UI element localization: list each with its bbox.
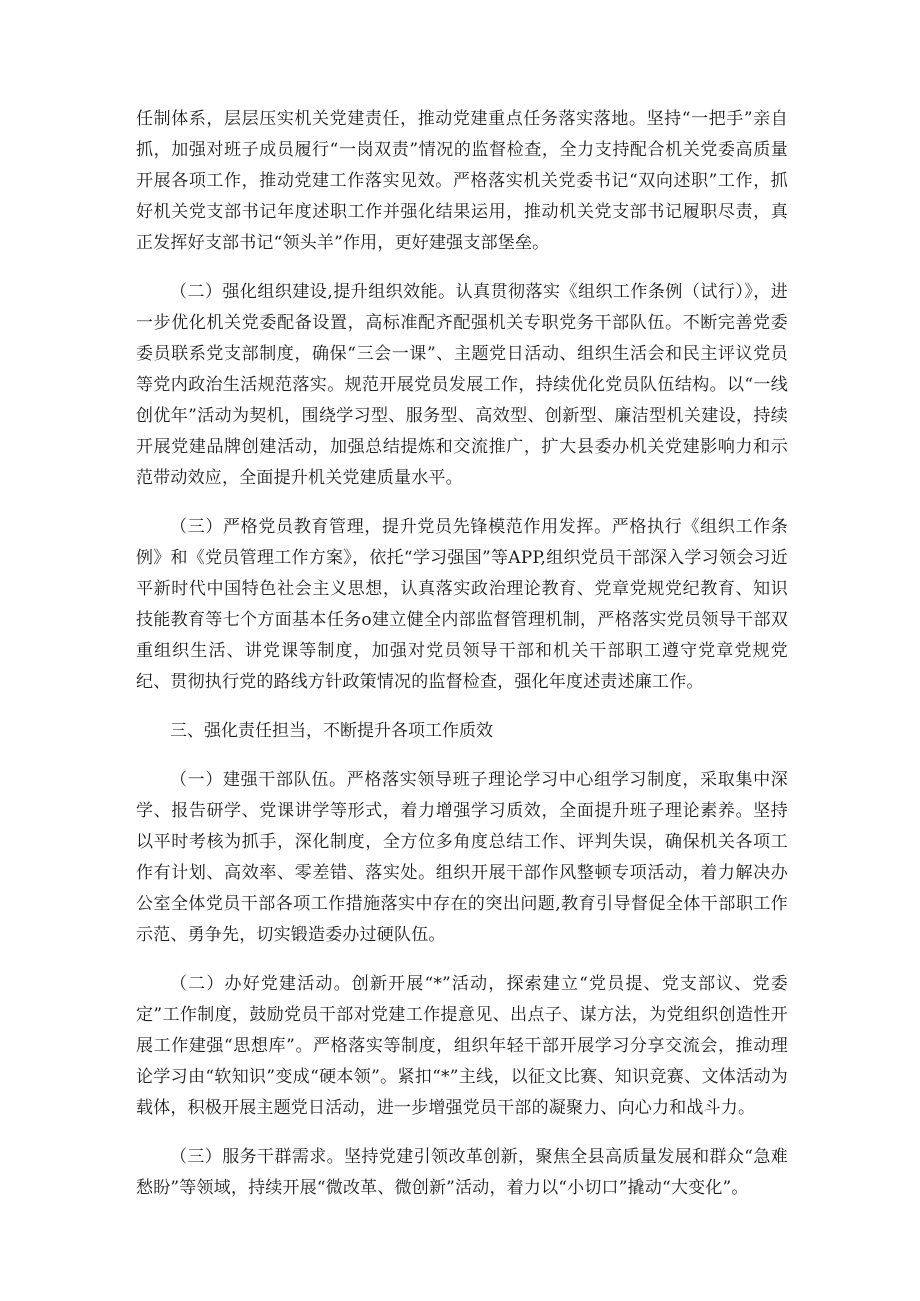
paragraph-serve-needs: （三）服务干群需求。坚持党建引领改革创新，聚焦全县高质量发展和群众“急难愁盼”等领域，持续开展“微改革、微创新”活动，着力以“小切口”撬动“大变化”。 [136,1147,788,1198]
section-heading-three: 三、强化责任担当，不断提升各项工作质效 [170,721,493,741]
document-page [136,104,788,1222]
paragraph-member-education: （三）严格党员教育管理，提升党员先锋模范作用发挥。严格执行《组织工作条例》和《党员管理工作方案》，依托“学习强国”等APP,组织党员干部深入学习领会习近平新时代中国特色社会主义思想，认真落实政治理论教育、党章党规党纪教育、知识技能教育等七个方面基本任务o建立健全内部监督管理机制，严格落实党员领导干部双重组织生活、讲党课等制度，加强对党员领导干部和机关干部职工遵守党章党规党纪、贯彻执行党的路线方针政策情况的监督检查，强化年度述责述廉工作。 [136,517,788,692]
paragraph-cadre-team: （一）建强干部队伍。严格落实领导班子理论学习中心组学习制度，采取集中深学、报告研学、党课讲学等形式，着力增强学习质效，全面提升班子理论素养。坚持以平时考核为抓手，深化制度，全方位多角度总结工作、评判失误，确保机关各项工作有计划、高效率、零差错、落实处。组织开展干部作风整顿专项活动，着力解决办公室全体党员干部各项工作措施落实中存在的突出问题,教育引导督促全体干部职工作示范、勇争先，切实锻造委办过硬队伍。 [136,770,788,945]
paragraph-organization-building: （二）强化组织建设,提升组织效能。认真贯彻落实《组织工作条例（试行）》，进一步优化机关党委配备设置，高标准配齐配强机关专职党务干部队伍。不断完善党委委员联系党支部制度，确保“三会一课”、主题党日活动、组织生活会和民主评议党员等党内政治生活规范落实。规范开展党员发展工作，持续优化党员队伍结构。以“一线创优年”活动为契机，围绕学习型、服务型、高效型、创新型、廉洁型机关建设，持续开展党建品牌创建活动，加强总结提炼和交流推广，扩大县委办机关党建影响力和示范带动效应，全面提升机关党建质量水平。 [136,282,788,488]
paragraph-party-activities: （二）办好党建活动。创新开展“*”活动，探索建立“党员提、党支部议、党委定”工作制度，鼓励党员干部对党建工作提意见、出点子、谋方法，为党组织创造性开展工作建强“思想库”。严格落实等制度，组织年轻干部开展学习分享交流会，推动理论学习由“软知识”变成“硬本领”。紧扣“*”主线，以征文比赛、知识竞赛、文体活动为载体，积极开展主题党日活动，进一步增强党员干部的凝聚力、向心力和战斗力。 [136,974,788,1118]
paragraph-continuation: 任制体系，层层压实机关党建责任，推动党建重点任务落实落地。坚持“一把手”亲自抓，加强对班子成员履行“一岗双责”情况的监督检查，全力支持配合机关党委高质量开展各项工作，推动党建工作落实见效。严格落实机关党委书记“双向述职”工作，抓好机关党支部书记年度述职工作并强化结果运用，推动机关党支部书记履职尽责，真正发挥好支部书记“领头羊”作用，更好建强支部堡垒。 [136,109,788,253]
